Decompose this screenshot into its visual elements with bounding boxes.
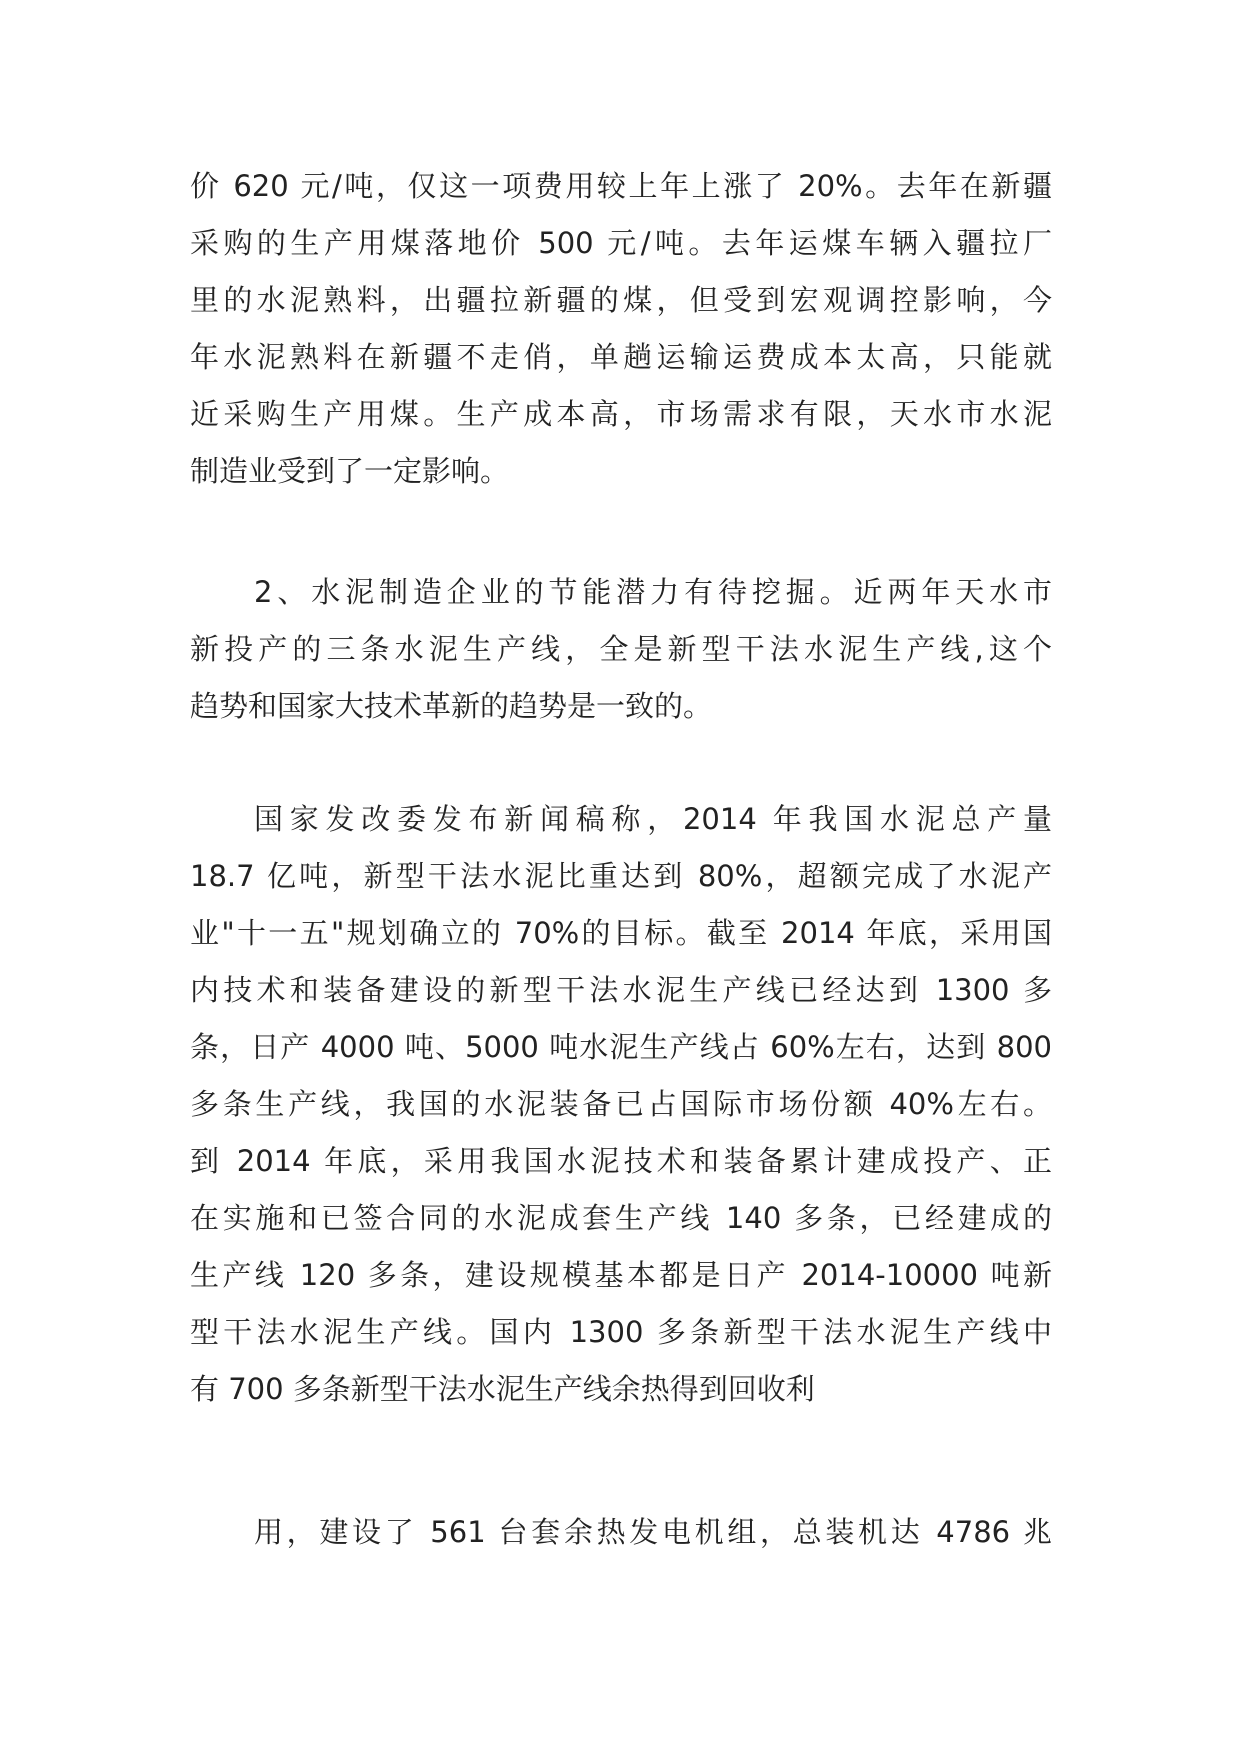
text-line: 价 620 元/吨，仅这一项费用较上年上涨了 20%。去年在新疆 (190, 169, 1052, 203)
text-line: 在实施和已签合同的水泥成套生产线 140 多条，已经建成的 (190, 1201, 1052, 1235)
paragraph-energy-saving (190, 564, 1052, 735)
text-line: 用，建设了 561 台套余热发电机组，总装机达 4786 兆 (254, 1515, 1052, 1549)
text-line: 采购的生产用煤落地价 500 元/吨。去年运煤车辆入疆拉厂 (190, 226, 1052, 260)
text-line: 2、水泥制造企业的节能潜力有待挖掘。近两年天水市 (254, 575, 1052, 609)
text-line: 多条生产线，我国的水泥装备已占国际市场份额 40%左右。 (190, 1087, 1052, 1121)
text-line: 新投产的三条水泥生产线，全是新型干法水泥生产线,这个 (190, 632, 1052, 666)
text-line: 生产线 120 多条，建设规模基本都是日产 2014-10000 吨新 (190, 1258, 1052, 1292)
paragraph-coal-cost (190, 158, 1052, 500)
text-line: 条，日产 4000 吨、5000 吨水泥生产线占 60%左右，达到 800 (190, 1030, 1052, 1064)
text-line: 趋势和国家大技术革新的趋势是一致的。 (190, 689, 713, 723)
text-line: 型干法水泥生产线。国内 1300 多条新型干法水泥生产线中 (190, 1315, 1052, 1349)
text-line: 里的水泥熟料，出疆拉新疆的煤，但受到宏观调控影响，今 (190, 283, 1052, 317)
text-line: 业"十一五"规划确立的 70%的目标。截至 2014 年底，采用国 (190, 916, 1052, 950)
text-line: 制造业受到了一定影响。 (190, 454, 510, 488)
text-line: 18.7 亿吨，新型干法水泥比重达到 80%，超额完成了水泥产 (190, 859, 1052, 893)
text-line: 内技术和装备建设的新型干法水泥生产线已经达到 1300 多 (190, 973, 1052, 1007)
text-line: 有 700 多条新型干法水泥生产线余热得到回收利 (190, 1372, 815, 1406)
paragraph-waste-heat (190, 1504, 1052, 1561)
paragraph-national-output (190, 791, 1052, 1418)
text-line: 年水泥熟料在新疆不走俏，单趟运输运费成本太高，只能就 (190, 340, 1052, 374)
text-line: 到 2014 年底，采用我国水泥技术和装备累计建成投产、正 (190, 1144, 1052, 1178)
text-line: 近采购生产用煤。生产成本高，市场需求有限，天水市水泥 (190, 397, 1052, 431)
text-line: 国家发改委发布新闻稿称，2014 年我国水泥总产量 (254, 802, 1052, 836)
